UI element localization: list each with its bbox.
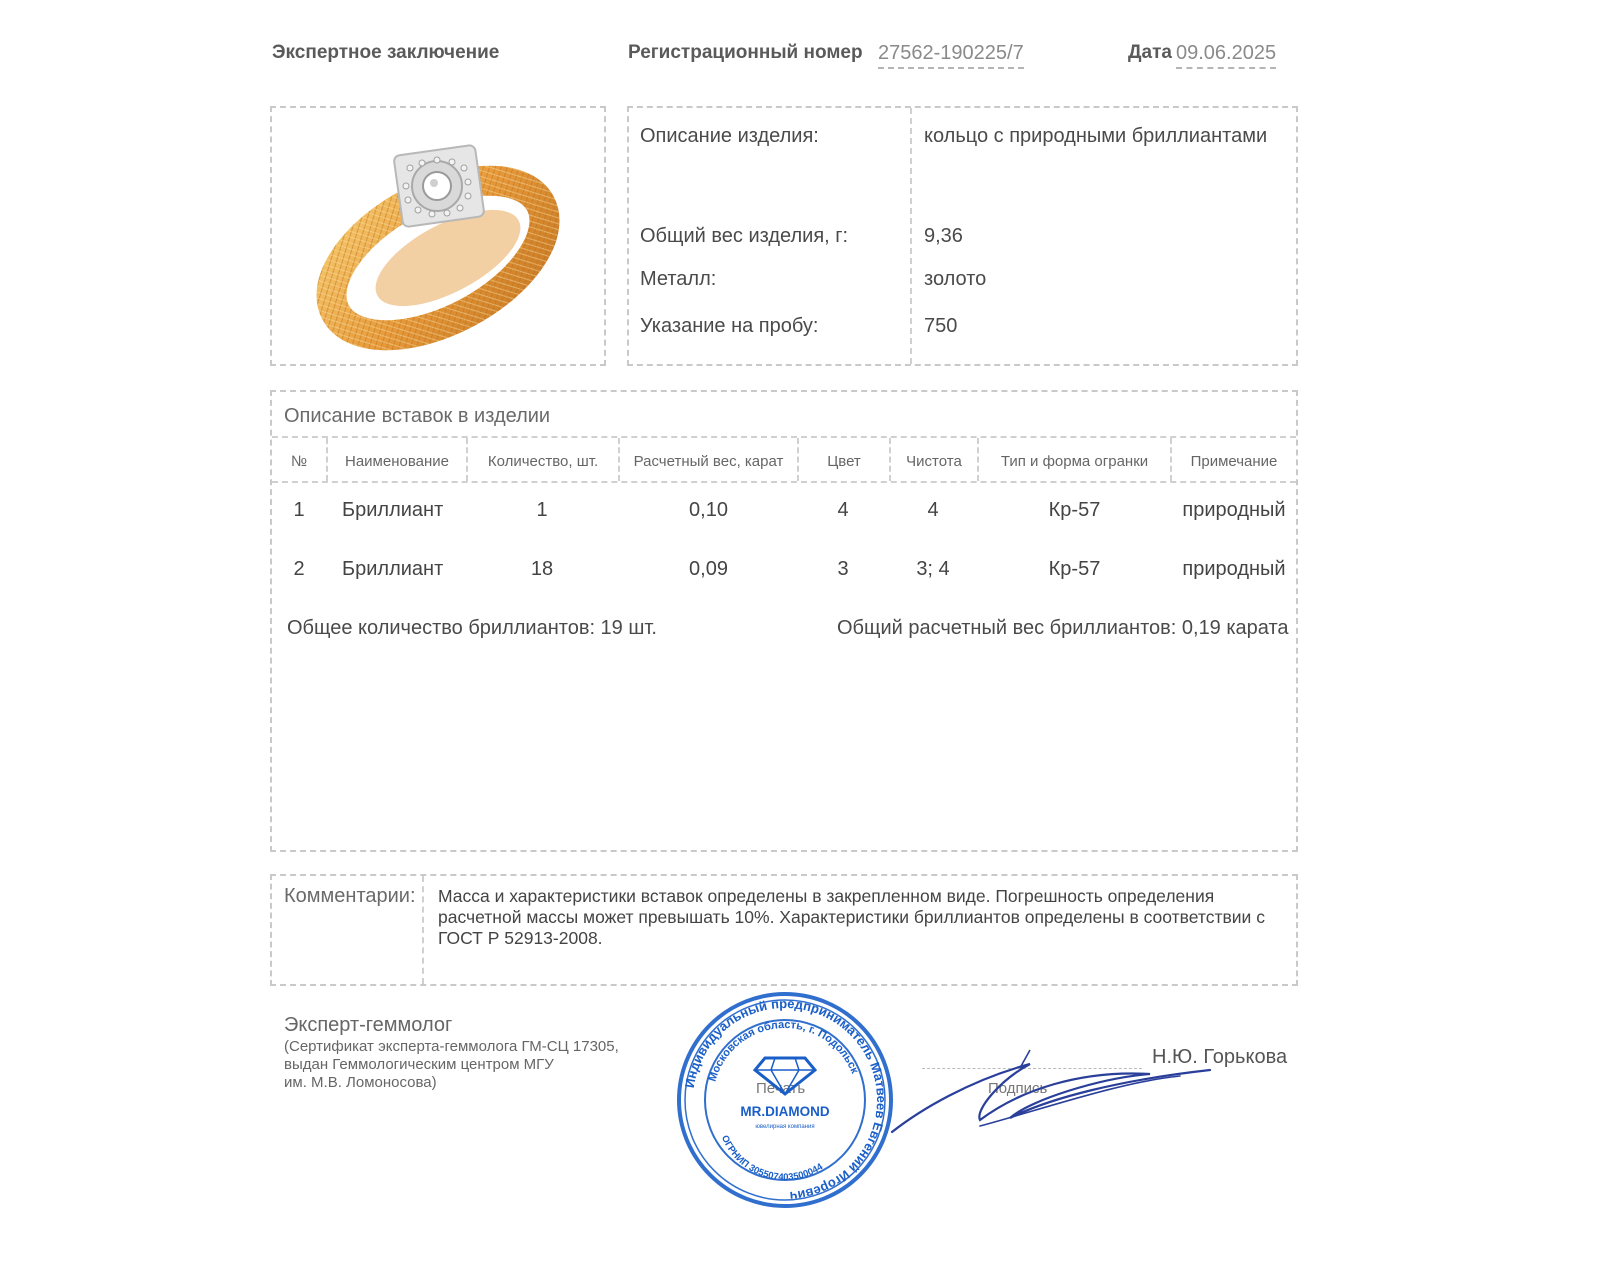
item-photo-box xyxy=(270,106,606,366)
item-assay-value: 750 xyxy=(924,315,958,337)
col-header-color: Цвет xyxy=(827,453,861,470)
total-count: Общее количество бриллиантов: 19 шт. xyxy=(287,617,657,639)
ring-photo-icon xyxy=(272,108,604,364)
cell-number: 1 xyxy=(293,499,305,521)
cell-name: Бриллиант xyxy=(342,558,444,580)
cell-cut: Кр-57 xyxy=(1048,499,1101,521)
col-header-cut: Тип и форма огранки xyxy=(1000,453,1149,470)
item-weight-label: Общий вес изделия, г: xyxy=(640,225,849,247)
seal-inner-text: Московская область, г. Подольск xyxy=(706,1018,861,1084)
handwritten-signature-icon xyxy=(880,1040,1220,1150)
signature-label: Подпись xyxy=(988,1080,1048,1097)
cell-weight: 0,09 xyxy=(689,558,728,580)
seal-outer-text: Индивидуальный предприниматель Матвеев Евгений Игоревич xyxy=(681,995,890,1204)
col-header-number: № xyxy=(290,453,308,470)
cell-name: Бриллиант xyxy=(342,499,444,521)
item-metal-label: Металл: xyxy=(640,268,717,290)
diamond-logo-icon xyxy=(755,1058,815,1094)
expert-name: Н.Ю. Горькова xyxy=(1152,1046,1288,1068)
cell-cut: Кр-57 xyxy=(1048,558,1101,580)
date-label: Дата xyxy=(1128,42,1172,63)
cell-quantity: 1 xyxy=(536,499,548,521)
col-header-clarity: Чистота xyxy=(906,453,962,470)
seal-tagline: ювелирная компания xyxy=(755,1124,815,1130)
col-header-quantity: Количество, шт. xyxy=(487,453,599,470)
seal-brand: MR.DIAMOND xyxy=(740,1104,830,1119)
item-description-label: Описание изделия: xyxy=(640,125,819,147)
comments-label: Комментарии: xyxy=(284,885,416,907)
cell-clarity: 4 xyxy=(927,499,939,521)
date-value: 09.06.2025 xyxy=(1176,42,1276,69)
reg-number-value: 27562-190225/7 xyxy=(878,42,1024,69)
item-column-divider xyxy=(910,108,912,364)
item-weight-value: 9,36 xyxy=(924,225,963,247)
comments-text: Масса и характеристики вставок определены в закрепленном виде. Погрешность определения расчетной массы может превышать 10%. Характеристики бриллиантов определены в соответствии с ГОСТ Р 52913-2008. xyxy=(438,886,1265,948)
company-seal-icon xyxy=(675,990,895,1210)
expert-cert-line1: (Сертификат эксперта-геммолога ГМ-СЦ 17305, xyxy=(284,1038,619,1055)
document-title: Экспертное заключение xyxy=(272,42,500,63)
expert-cert-line2: выдан Геммологическим центром МГУ xyxy=(284,1056,554,1073)
cell-note: природный xyxy=(1182,558,1286,580)
col-header-weight: Расчетный вес, карат xyxy=(633,453,784,470)
cell-clarity: 3; 4 xyxy=(916,558,950,580)
cell-color: 3 xyxy=(837,558,849,580)
cell-note: природный xyxy=(1182,499,1286,521)
expert-role: Эксперт-геммолог xyxy=(284,1014,453,1036)
reg-number-label: Регистрационный номер xyxy=(628,42,863,63)
seal-ogrnip: ОГРНИП 305507403500044 xyxy=(718,1133,825,1184)
inserts-title: Описание вставок в изделии xyxy=(284,405,551,427)
cell-weight: 0,10 xyxy=(689,499,728,521)
cell-quantity: 18 xyxy=(530,558,554,580)
total-weight: Общий расчетный вес бриллиантов: 0,19 карата xyxy=(837,617,1289,639)
item-description-value: кольцо с природными бриллиантами xyxy=(924,125,1268,147)
comments-divider xyxy=(422,876,424,984)
expert-cert-line3: им. М.В. Ломоносова) xyxy=(284,1074,437,1091)
item-assay-label: Указание на пробу: xyxy=(640,315,819,337)
cell-number: 2 xyxy=(293,558,305,580)
item-metal-value: золото xyxy=(924,268,987,290)
stamp-label: Печать xyxy=(756,1080,806,1097)
col-header-name: Наименование xyxy=(345,453,449,470)
cell-color: 4 xyxy=(837,499,849,521)
col-header-note: Примечание xyxy=(1190,453,1278,470)
inserts-header-divider xyxy=(272,481,1296,483)
inserts-title-divider xyxy=(272,436,1296,438)
